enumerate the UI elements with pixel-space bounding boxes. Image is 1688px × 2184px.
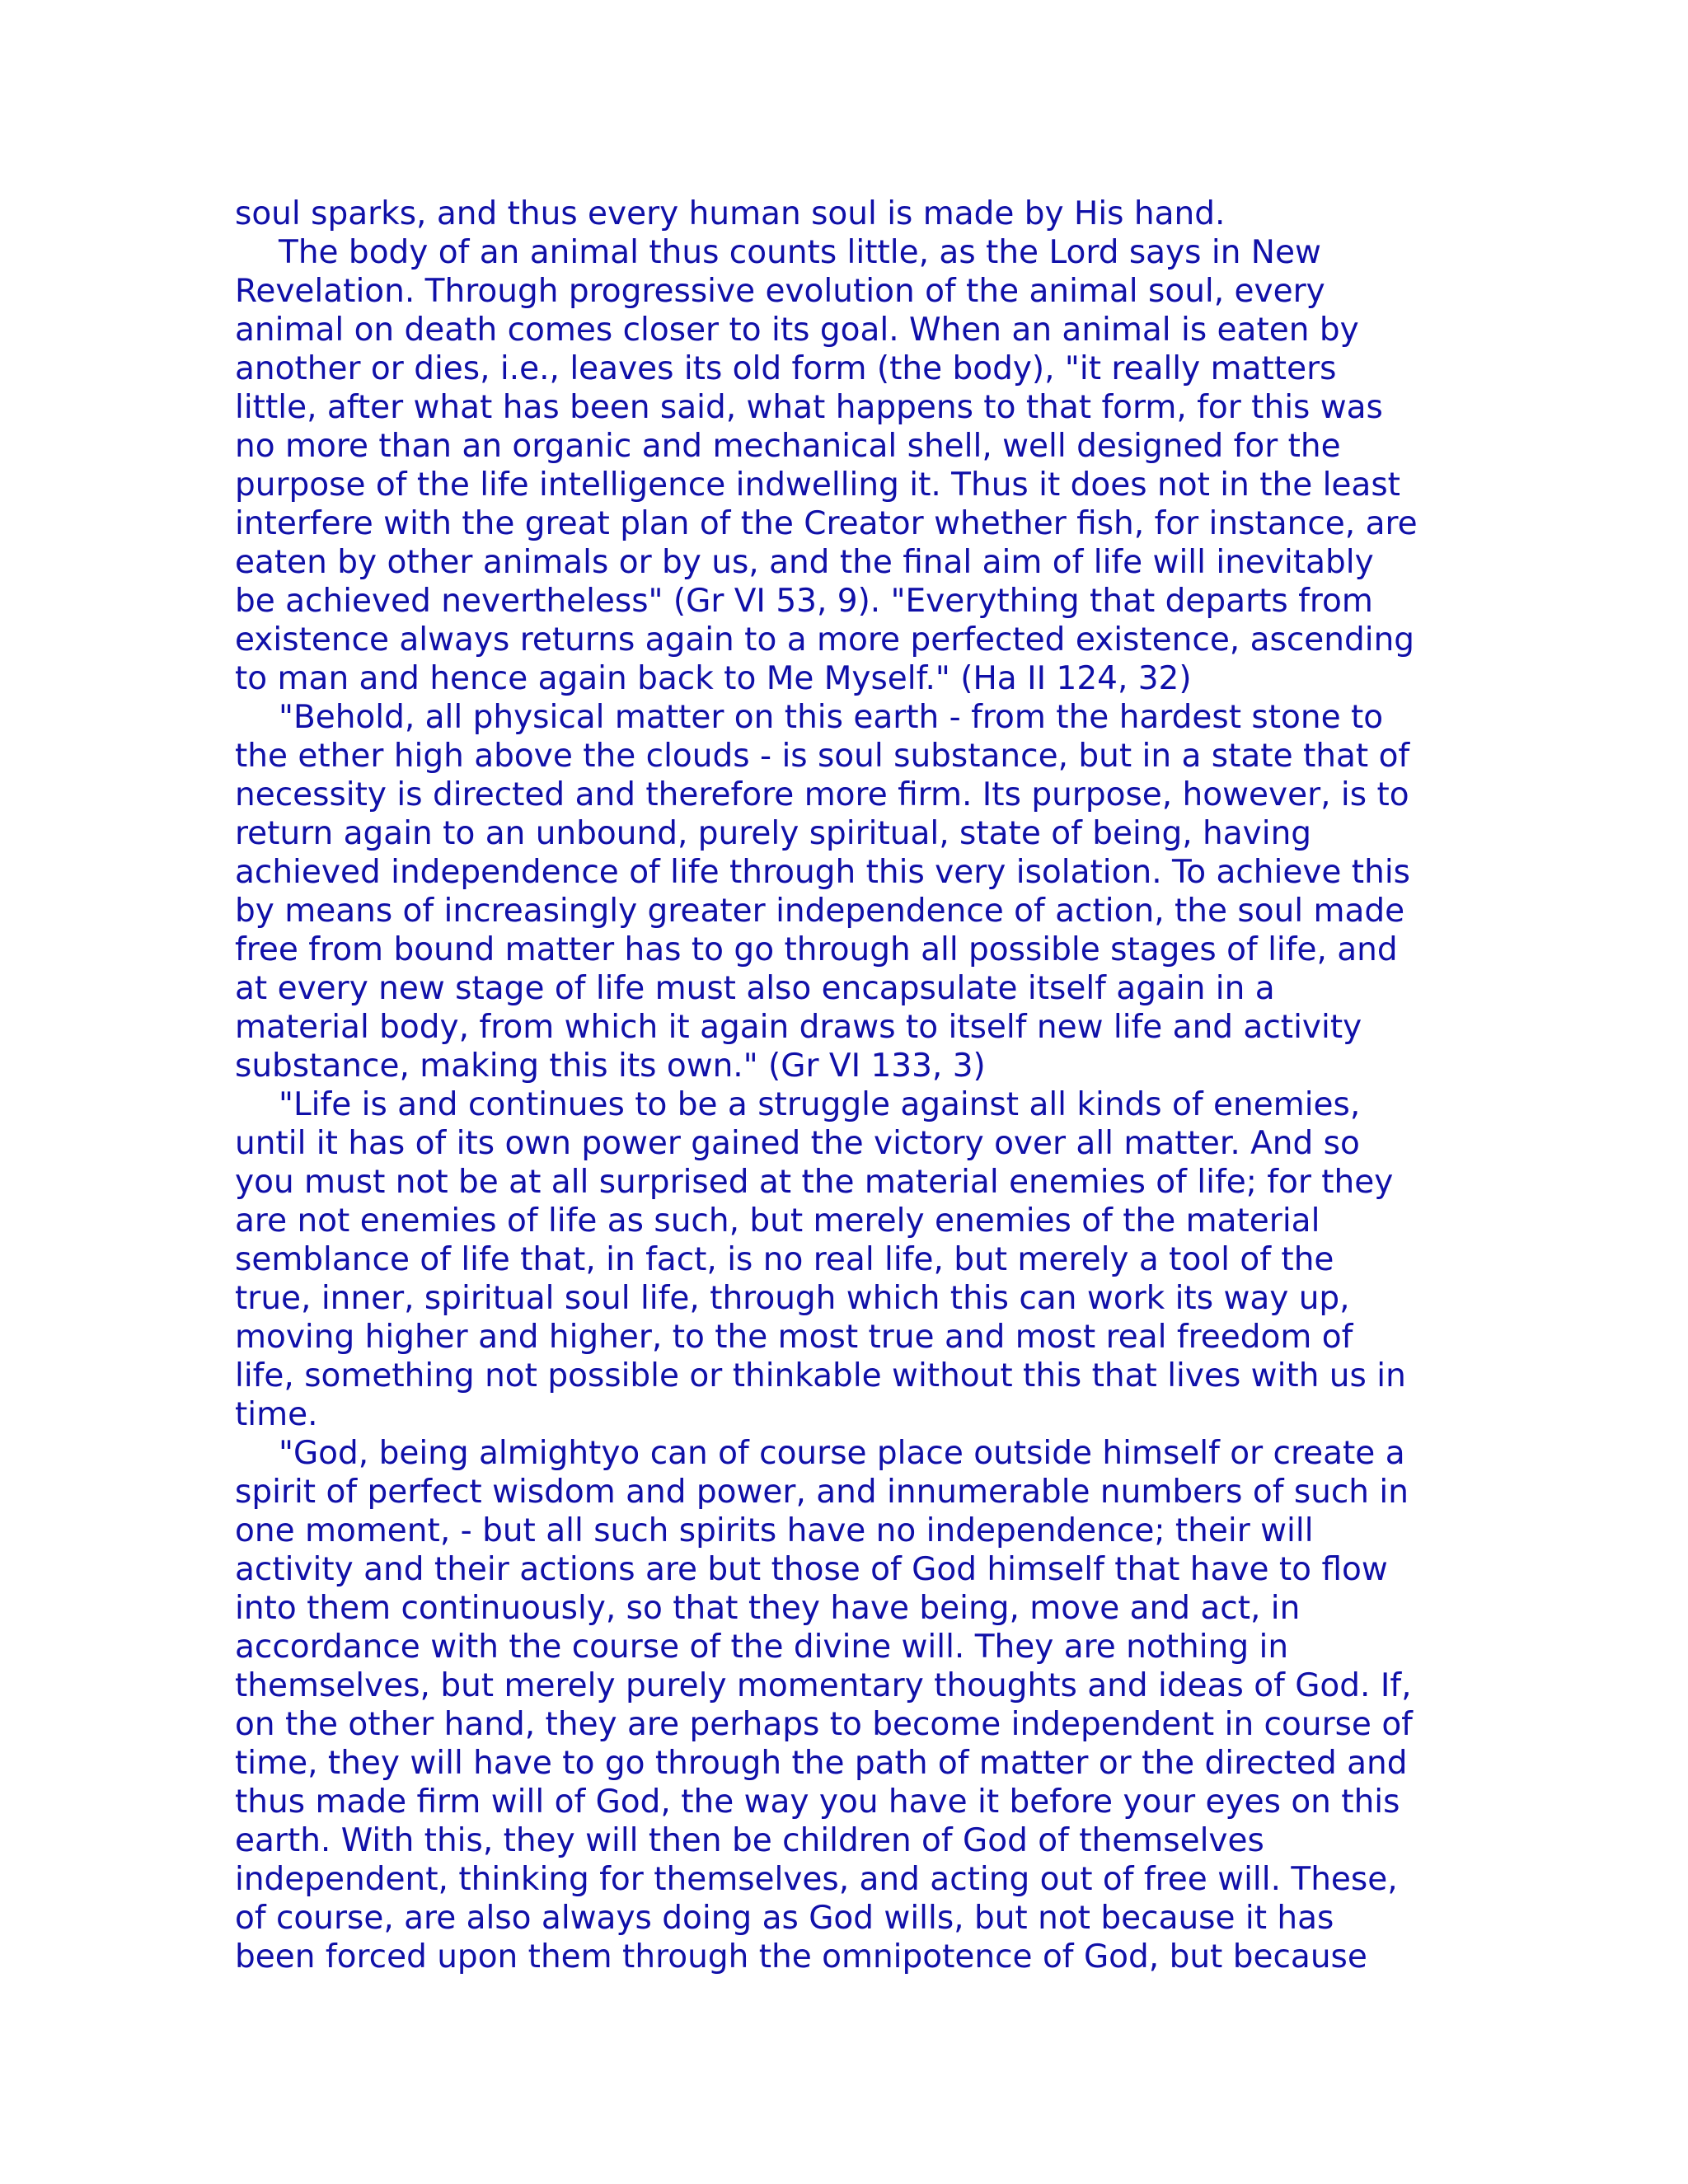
text-line: little, after what has been said, what happens to that form, for this was xyxy=(235,389,1383,426)
text-line: life, something not possible or thinkable without this that lives with us in xyxy=(235,1357,1406,1394)
text-line: be achieved nevertheless" (Gr VI 53, 9). "Everything that departs from xyxy=(235,583,1373,620)
text-line: to man and hence again back to Me Myself." (Ha II 124, 32) xyxy=(235,660,1192,697)
paragraph-first-line: "Behold, all physical matter on this earth - from the hardest stone to xyxy=(279,699,1384,736)
paragraph-first-line: "God, being almightyo can of course place outside himself or create a xyxy=(279,1435,1405,1472)
text-line: Revelation. Through progressive evolution of the animal soul, every xyxy=(235,273,1325,310)
text-line: of course, are also always doing as God wills, but not because it has xyxy=(235,1900,1334,1937)
text-line: interfere with the great plan of the Creator whether fish, for instance, are xyxy=(235,505,1418,542)
text-line: the ether high above the clouds - is soul substance, but in a state that of xyxy=(235,738,1410,775)
text-line: earth. With this, they will then be children of God of themselves xyxy=(235,1822,1264,1859)
text-line: semblance of life that, in fact, is no real life, but merely a tool of the xyxy=(235,1241,1334,1278)
text-line: no more than an organic and mechanical shell, well designed for the xyxy=(235,428,1341,465)
text-line: at every new stage of life must also encapsulate itself again in a xyxy=(235,970,1275,1007)
text-line: are not enemies of life as such, but merely enemies of the material xyxy=(235,1202,1320,1240)
text-line: until it has of its own power gained the victory over all matter. And so xyxy=(235,1125,1360,1162)
paragraph-first-line: "Life is and continues to be a struggle against all kinds of enemies, xyxy=(279,1086,1361,1123)
text-line: on the other hand, they are perhaps to become independent in course of xyxy=(235,1706,1413,1743)
text-line: time, they will have to go through the path of matter or the directed and xyxy=(235,1745,1408,1782)
text-line: substance, making this its own." (Gr VI 133, 3) xyxy=(235,1047,986,1085)
text-line: you must not be at all surprised at the material enemies of life; for they xyxy=(235,1164,1394,1201)
text-line: activity and their actions are but those of God himself that have to flow xyxy=(235,1551,1388,1588)
text-line: accordance with the course of the divine will. They are nothing in xyxy=(235,1629,1289,1666)
text-line: themselves, but merely purely momentary thoughts and ideas of God. If, xyxy=(235,1667,1412,1704)
text-line: achieved independence of life through this very isolation. To achieve this xyxy=(235,854,1410,891)
text-line: material body, from which it again draws to itself new life and activity xyxy=(235,1009,1362,1046)
text-line: been forced upon them through the omnipotence of God, but because xyxy=(235,1938,1367,1975)
body-text xyxy=(235,194,1471,1976)
text-line: return again to an unbound, purely spiritual, state of being, having xyxy=(235,815,1312,852)
text-line: by means of increasingly greater independence of action, the soul made xyxy=(235,893,1405,930)
text-line: one moment, - but all such spirits have no independence; their will xyxy=(235,1512,1314,1549)
text-line: spirit of perfect wisdom and power, and innumerable numbers of such in xyxy=(235,1474,1409,1511)
text-line: time. xyxy=(235,1396,318,1433)
text-line: soul sparks, and thus every human soul is made by His hand. xyxy=(235,195,1226,232)
text-line: animal on death comes closer to its goal. When an animal is eaten by xyxy=(235,312,1359,349)
text-line: existence always returns again to a more perfected existence, ascending xyxy=(235,621,1415,658)
text-line: necessity is directed and therefore more firm. Its purpose, however, is to xyxy=(235,776,1409,813)
text-line: independent, thinking for themselves, and acting out of free will. These, xyxy=(235,1861,1398,1898)
paragraph-first-line: The body of an animal thus counts little, as the Lord says in New xyxy=(279,234,1321,271)
text-line: moving higher and higher, to the most true and most real freedom of xyxy=(235,1319,1353,1356)
text-line: thus made firm will of God, the way you have it before your eyes on this xyxy=(235,1783,1400,1821)
text-line: into them continuously, so that they have being, move and act, in xyxy=(235,1590,1301,1627)
text-line: another or dies, i.e., leaves its old form (the body), "it really matters xyxy=(235,350,1337,387)
text-line: eaten by other animals or by us, and the final aim of life will inevitably xyxy=(235,544,1374,581)
text-line: purpose of the life intelligence indwelling it. Thus it does not in the least xyxy=(235,466,1400,504)
text-line: free from bound matter has to go through all possible stages of life, and xyxy=(235,931,1398,968)
text-line: true, inner, spiritual soul life, through which this can work its way up, xyxy=(235,1280,1350,1317)
